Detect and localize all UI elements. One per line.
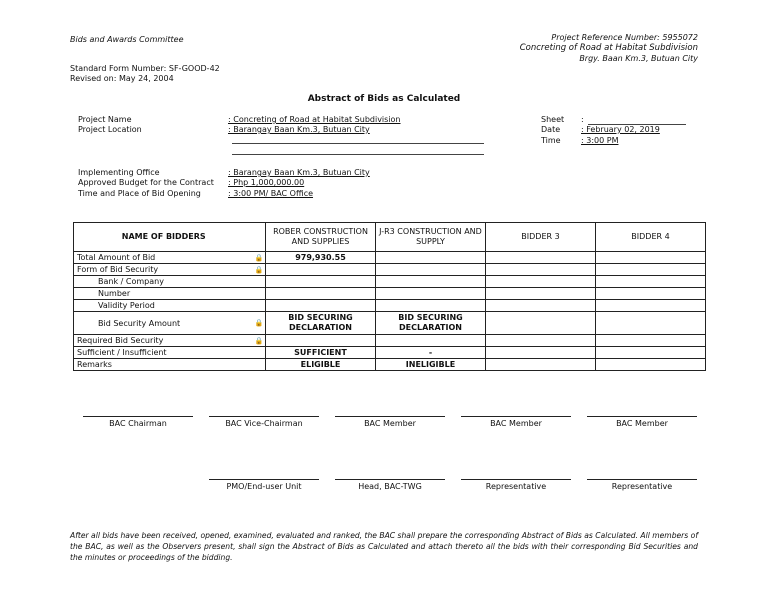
header-location: Brgy. Baan Km.3, Butuan City xyxy=(579,54,698,63)
table-header-row xyxy=(74,223,706,252)
signature-line xyxy=(335,416,445,417)
lock-icon: 🔒 xyxy=(254,336,264,345)
bidder-1-sufficiency: SUFFICIENT xyxy=(266,347,376,359)
blank-line xyxy=(232,154,484,155)
bid-opening-label: Time and Place of Bid Opening xyxy=(78,189,201,198)
table-row xyxy=(74,252,706,264)
bidder-2-sufficiency: - xyxy=(376,347,486,359)
sheet-label: Sheet xyxy=(541,115,565,124)
bidder-1-total: 979,930.55 xyxy=(266,252,376,264)
signatory-bac-vice-chairman: BAC Vice-Chairman xyxy=(225,419,303,428)
project-location-value: : Barangay Baan Km.3, Butuan City xyxy=(228,125,370,134)
bidder-1-header: ROBER CONSTRUCTION AND SUPPLIES xyxy=(266,223,376,252)
total-amount-label: Total Amount of Bid xyxy=(74,252,254,264)
bidder-1-remarks: ELIGIBLE xyxy=(266,359,376,371)
remarks-label: Remarks xyxy=(74,359,254,371)
signature-line xyxy=(209,416,319,417)
signature-line xyxy=(461,416,571,417)
validity-period-label: Validity Period xyxy=(74,300,254,312)
approved-budget-value: : Php 1,000,000.00 xyxy=(228,178,305,187)
lock-icon: 🔒 xyxy=(254,265,264,274)
time-label: Time xyxy=(541,136,561,145)
header-project-title: Concreting of Road at Habitat Subdivision xyxy=(519,43,698,53)
committee-label: Bids and Awards Committee xyxy=(70,35,184,44)
required-bid-security-label: Required Bid Security xyxy=(74,335,254,347)
abstract-of-bids-table xyxy=(73,222,706,371)
bid-security-amount-label: Bid Security Amount xyxy=(74,312,254,335)
table-row xyxy=(74,347,706,359)
date-label: Date xyxy=(541,125,561,134)
signature-line xyxy=(83,416,193,417)
table-row xyxy=(74,312,706,335)
bidder-2-security-amount: BID SECURING DECLARATION xyxy=(376,312,486,335)
implementing-office-label: Implementing Office xyxy=(78,168,160,177)
date-value: : February 02, 2019 xyxy=(581,125,660,134)
form-of-bid-security-label: Form of Bid Security xyxy=(74,264,254,276)
table-row xyxy=(74,288,706,300)
sheet-value: : xyxy=(581,115,584,124)
project-name-label: Project Name xyxy=(78,115,132,124)
signatory-bac-member-1: BAC Member xyxy=(364,419,416,428)
blank-line xyxy=(232,143,484,144)
signatory-bac-chairman: BAC Chairman xyxy=(109,419,167,428)
bidder-2-remarks: INELIGIBLE xyxy=(376,359,486,371)
signatory-bac-member-2: BAC Member xyxy=(490,419,542,428)
form-number: Standard Form Number: SF-GOOD-42 xyxy=(70,64,220,73)
document-title: Abstract of Bids as Calculated xyxy=(307,94,461,104)
bidder-4-header: BIDDER 4 xyxy=(596,223,706,252)
signature-line xyxy=(587,479,697,480)
signatory-representative-2: Representative xyxy=(611,482,673,491)
signatory-representative-1: Representative xyxy=(485,482,547,491)
bank-company-label: Bank / Company xyxy=(74,276,254,288)
reference-number: Project Reference Number: 5955072 xyxy=(551,33,698,42)
table-row xyxy=(74,300,706,312)
signature-line xyxy=(461,479,571,480)
project-location-label: Project Location xyxy=(78,125,142,134)
footer-note: After all bids have been received, opened, examined, evaluated and ranked, the BAC shall prepare the corresponding Abstract of Bids as Calculated. All members of the BAC, as well as the Observers present, shall sign the Abstract of Bids as Calculated and attach thereto all the bids with their corresponding Bid Securities and the minutes or proceedings of the bidding. xyxy=(70,531,698,562)
bidder-3-header: BIDDER 3 xyxy=(486,223,596,252)
sufficient-label: Sufficient / Insufficient xyxy=(74,347,254,359)
signatory-bac-member-3: BAC Member xyxy=(616,419,668,428)
time-value: : 3:00 PM xyxy=(581,136,619,145)
signatory-head-bac-twg: Head, BAC-TWG xyxy=(358,482,422,491)
approved-budget-label: Approved Budget for the Contract xyxy=(78,178,214,187)
lock-icon: 🔒 xyxy=(254,253,264,262)
table-row xyxy=(74,359,706,371)
signature-line xyxy=(335,479,445,480)
table-row xyxy=(74,335,706,347)
signature-line xyxy=(587,416,697,417)
bidder-2-header: J-R3 CONSTRUCTION AND SUPPLY xyxy=(376,223,486,252)
revised-date: Revised on: May 24, 2004 xyxy=(70,74,174,83)
bid-opening-value: : 3:00 PM/ BAC Office xyxy=(228,189,314,198)
project-name-value: : Concreting of Road at Habitat Subdivision xyxy=(228,115,401,124)
table-row xyxy=(74,264,706,276)
lock-icon: 🔒 xyxy=(254,312,266,335)
signature-line xyxy=(209,479,319,480)
number-label: Number xyxy=(74,288,254,300)
table-row xyxy=(74,276,706,288)
name-of-bidders-header: NAME OF BIDDERS xyxy=(74,223,254,252)
bidder-1-security-amount: BID SECURING DECLARATION xyxy=(266,312,376,335)
implementing-office-value: : Barangay Baan Km.3, Butuan City xyxy=(228,168,370,177)
signatory-pmo-end-user: PMO/End-user Unit xyxy=(226,482,302,491)
